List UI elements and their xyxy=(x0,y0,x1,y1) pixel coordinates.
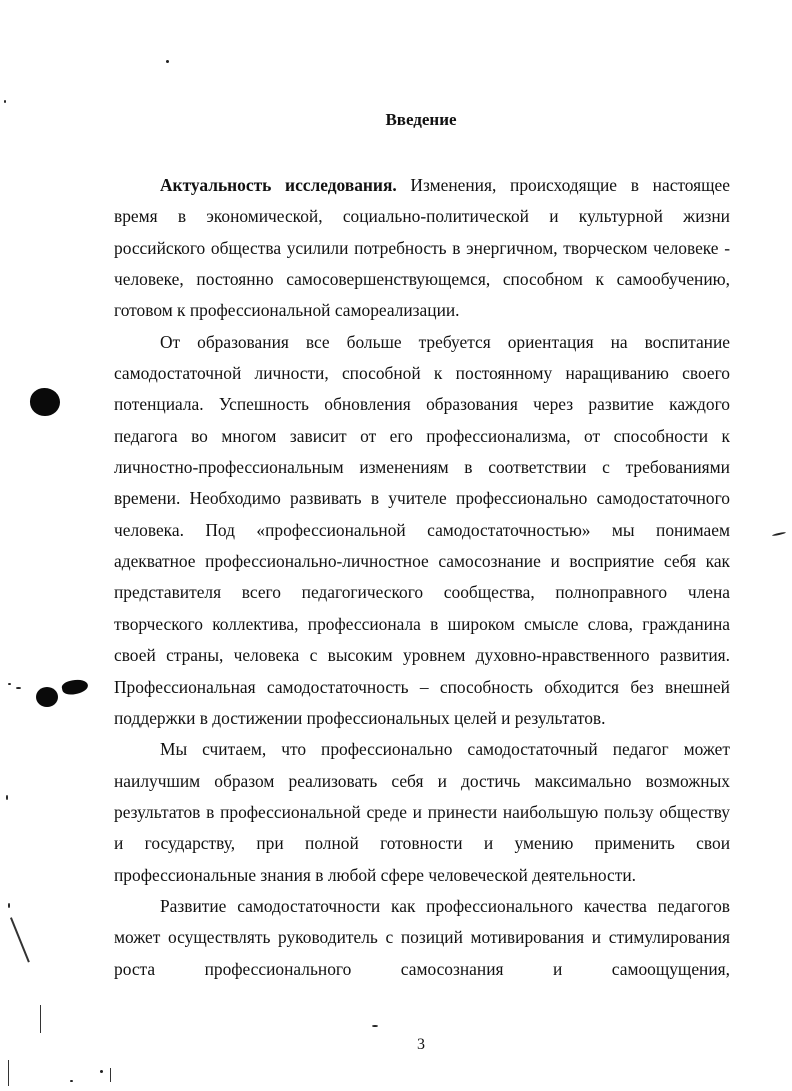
scan-speck xyxy=(772,532,786,537)
scan-scratch xyxy=(110,1068,111,1082)
paragraph: От образования все больше требуется ориентация на воспитание самодостаточной личности, способной к постоянному наращиванию своего потенциала. Успешность обновления образования через развитие каждого педагога во многом зависит от его профессионализма, от способности к личностно-профессиональным изменениям в соответствии с требованиями времени. Необходимо развивать в учителе профессионально самодостаточного человека. Под «профессиональной самодостаточностью» мы понимаем адекватное профессионально-личностное самосознание и восприятие себя как представителя всего педагогического сообщества, полноправного члена творческого коллектива, профессионала в широком смысле слова, гражданина своей страны, человека с высоким уровнем духовно-нравственного развития. Профессиональная самодостаточность – способность обходится без внешней поддержки в достижении профессиональных целей и результатов. xyxy=(114,331,730,728)
scan-ink-blot xyxy=(30,388,60,416)
scan-speck xyxy=(166,60,169,63)
scan-ink-blot xyxy=(36,687,58,707)
scan-speck xyxy=(8,903,10,908)
scan-scratch xyxy=(8,1060,9,1086)
paragraph-text: Изменения, происходящие в настоящее время в экономической, социально-политической и культурной жизни российского общества усилили потребность в энергичном, творческом человеке - человеке, постоянно самосовершенствующемся, способном к самообучению, готовом к профессиональной самореализации. xyxy=(114,175,730,321)
scan-speck xyxy=(100,1070,103,1073)
paragraph xyxy=(114,170,730,327)
scan-speck xyxy=(6,795,8,800)
body-text xyxy=(114,170,730,985)
scan-speck xyxy=(70,1080,73,1082)
scan-speck xyxy=(4,100,6,103)
scan-speck xyxy=(16,687,21,689)
scan-scratch xyxy=(40,1005,41,1033)
scan-speck xyxy=(8,683,11,685)
paragraph: Развитие самодостаточности как профессионального качества педагогов может осуществлять руководитель с позиций мотивирования и стимулирования роста профессионального самосознания и самоощущения, xyxy=(114,895,730,979)
paragraph: Мы считаем, что профессионально самодостаточный педагог может наилучшим образом реализовать себя и достичь максимально возможных результатов в профессиональной среде и принести наибольшую пользу обществу и государству, при полной готовности и умению применить свои профессиональные знания в любой сфере человеческой деятельности. xyxy=(114,739,730,885)
page-number: 3 xyxy=(417,1036,425,1053)
scan-speck xyxy=(372,1025,378,1027)
scan-ink-blot xyxy=(61,677,89,696)
scan-scratch xyxy=(10,917,29,962)
paragraph-lead: Актуальность исследования. xyxy=(160,175,397,195)
section-title: Введение xyxy=(385,110,457,129)
